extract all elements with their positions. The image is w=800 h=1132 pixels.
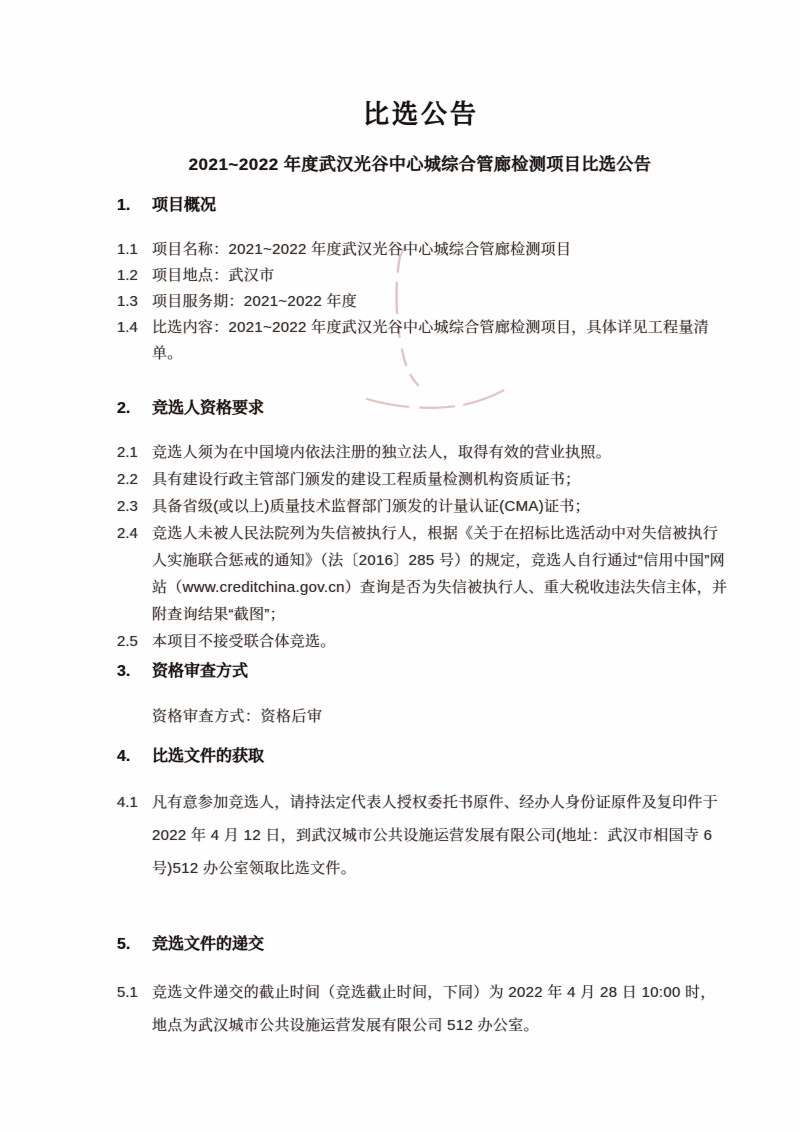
page-subtitle: 2021~2022 年度武汉光谷中心城综合管廊检测项目比选公告 <box>188 155 652 174</box>
section-heading-text: 竞选文件的递交 <box>152 936 265 953</box>
section-heading-text: 资格审查方式 <box>152 663 249 680</box>
section-qualification-review <box>117 662 729 728</box>
item-number: 2.5 <box>117 633 138 650</box>
section-document-submission <box>117 935 729 1042</box>
item-number: 2.2 <box>117 471 138 488</box>
list-item <box>117 263 729 289</box>
list-item <box>117 289 729 315</box>
item-text: 凡有意参加竞选人，请持法定代表人授权委托书原件、经办人身份证原件及复印件于 2022 年 4 月 12 日，到武汉城市公共设施运营发展有限公司(地址：武汉市相国寺 6 号)512 办公室领取比选文件。 <box>152 794 719 877</box>
section-number: 4. <box>117 748 131 765</box>
section-heading <box>117 747 729 767</box>
list-item <box>117 237 729 263</box>
section-body-text: 资格审查方式：资格后审 <box>152 708 323 725</box>
item-text: 项目服务期：2021~2022 年度 <box>152 293 358 310</box>
list-item <box>117 315 729 367</box>
item-text: 本项目不接受联合体竞选。 <box>152 633 336 650</box>
item-number: 2.1 <box>117 444 138 461</box>
section-heading <box>117 196 729 216</box>
section-heading <box>117 399 729 419</box>
item-text: 项目地点：武汉市 <box>152 267 275 284</box>
section-number: 3. <box>117 663 131 680</box>
section-heading-text: 比选文件的获取 <box>152 748 265 765</box>
item-text: 具有建设行政主管部门颁发的建设工程质量检测机构资质证书； <box>152 471 581 488</box>
section-qualification-requirements <box>117 399 729 655</box>
list-item <box>117 976 729 1042</box>
list-item <box>117 628 729 655</box>
item-text: 比选内容：2021~2022 年度武汉光谷中心城综合管廊检测项目，具体详见工程量清单。 <box>152 319 709 362</box>
list-item <box>117 466 729 493</box>
item-text: 项目名称：2021~2022 年度武汉光谷中心城综合管廊检测项目 <box>152 241 572 258</box>
item-text: 竞选人须为在中国境内依法注册的独立法人，取得有效的营业执照。 <box>152 444 612 461</box>
list-item <box>117 439 729 466</box>
item-text: 竞选人未被人民法院列为失信被执行人，根据《关于在招标比选活动中对失信被执行人实施联合惩戒的通知》（法〔2016〕285 号）的规定，竞选人自行通过“信用中国”网站（www.creditchina.gov.cn）查询是否为失信被执行人、重大税收违法失信主体，并附查询结果“截图”； <box>152 525 728 623</box>
item-text: 具备省级(或以上)质量技术监督部门颁发的计量认证(CMA)证书； <box>152 498 590 515</box>
item-number: 1.4 <box>117 319 138 336</box>
item-number: 1.1 <box>117 241 138 258</box>
section-heading <box>117 935 729 955</box>
item-number: 2.3 <box>117 498 138 515</box>
section-number: 2. <box>117 400 131 417</box>
section-project-overview <box>117 196 729 367</box>
item-number: 4.1 <box>117 794 138 811</box>
section-document-acquisition <box>117 747 729 885</box>
section-number: 5. <box>117 936 131 953</box>
item-number: 1.2 <box>117 267 138 284</box>
item-number: 2.4 <box>117 525 138 542</box>
item-text: 竞选文件递交的截止时间（竞选截止时间，下同）为 2022 年 4 月 28 日 10:00 时，地点为武汉城市公共设施运营发展有限公司 512 办公室。 <box>152 984 716 1034</box>
list-item <box>117 786 729 885</box>
section-heading <box>117 662 729 682</box>
page-title: 比选公告 <box>362 99 479 129</box>
section-heading-text: 竞选人资格要求 <box>152 400 265 417</box>
list-item <box>117 493 729 520</box>
section-number: 1. <box>117 197 131 214</box>
list-item <box>117 520 729 628</box>
item-number: 5.1 <box>117 984 138 1001</box>
item-number: 1.3 <box>117 293 138 310</box>
section-heading-text: 项目概况 <box>152 197 217 214</box>
